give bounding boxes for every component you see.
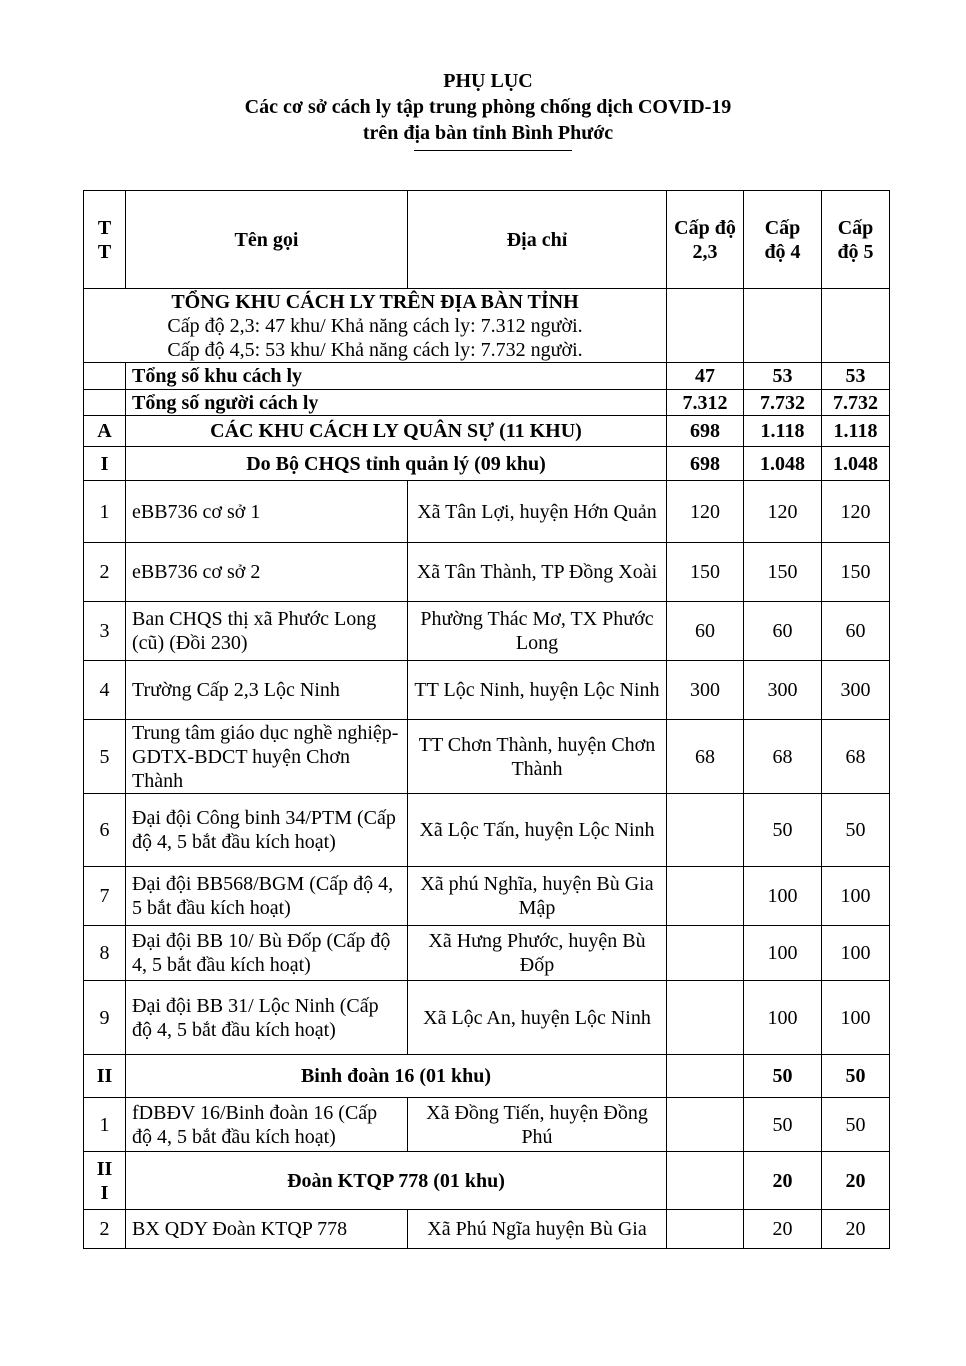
row-l4: 120 [744, 481, 822, 543]
row-l23: 120 [667, 481, 744, 543]
group-tt: I [84, 447, 126, 481]
group-l5: 50 [822, 1055, 890, 1098]
row-l23: 60 [667, 602, 744, 661]
row-l23 [667, 926, 744, 981]
total-label: Tổng số người cách ly [126, 390, 667, 416]
row-l4: 100 [744, 867, 822, 926]
row-address: Xã Phú Ngĩa huyện Bù Gia [408, 1210, 667, 1249]
row-l23 [667, 794, 744, 867]
row-l4: 68 [744, 720, 822, 794]
group-tt: II [84, 1055, 126, 1098]
row-address: Xã Tân Lợi, huyện Hớn Quản [408, 481, 667, 543]
table-row [84, 481, 890, 543]
row-name: eBB736 cơ sở 2 [126, 543, 408, 602]
summary-empty-23 [667, 289, 744, 363]
row-name: Ban CHQS thị xã Phước Long (cũ) (Đồi 230) [126, 602, 408, 661]
row-name: Trung tâm giáo dục nghề nghiệp-GDTX-BDCT huyện Chơn Thành [126, 720, 408, 794]
row-l4: 100 [744, 926, 822, 981]
row-tt: 1 [84, 481, 126, 543]
row-address: Xã Đồng Tiến, huyện Đồng Phú [408, 1098, 667, 1152]
row-l4: 50 [744, 794, 822, 867]
row-tt: 8 [84, 926, 126, 981]
table-row [84, 1210, 890, 1249]
total-l23: 47 [667, 363, 744, 390]
table-header-row [84, 191, 890, 289]
header-tt: T T [84, 191, 126, 289]
summary-empty-5 [822, 289, 890, 363]
row-name: Đại đội BB568/BGM (Cấp độ 4, 5 bắt đầu kích hoạt) [126, 867, 408, 926]
section-label: CÁC KHU CÁCH LY QUÂN SỰ (11 KHU) [126, 416, 667, 447]
document-title [0, 68, 966, 146]
header-level23: Cấp độ 2,3 [667, 191, 744, 289]
total-l23: 7.312 [667, 390, 744, 416]
total-l4: 7.732 [744, 390, 822, 416]
row-l5: 150 [822, 543, 890, 602]
group-row [84, 1152, 890, 1210]
total-tt [84, 390, 126, 416]
total-row [84, 363, 890, 390]
table-row [84, 1098, 890, 1152]
row-l23: 68 [667, 720, 744, 794]
section-a-row [84, 416, 890, 447]
row-l5: 20 [822, 1210, 890, 1249]
section-l4: 1.118 [744, 416, 822, 447]
total-tt [84, 363, 126, 390]
table-row [84, 602, 890, 661]
row-name: Đại đội BB 10/ Bù Đốp (Cấp độ 4, 5 bắt đầu kích hoạt) [126, 926, 408, 981]
summary-line-1: Cấp độ 2,3: 47 khu/ Khả năng cách ly: 7.312 người. [167, 315, 583, 337]
summary-empty-4 [744, 289, 822, 363]
row-address: Xã Tân Thành, TP Đồng Xoài [408, 543, 667, 602]
row-tt: 3 [84, 602, 126, 661]
row-tt: 1 [84, 1098, 126, 1152]
row-address: TT Chơn Thành, huyện Chơn Thành [408, 720, 667, 794]
row-l23 [667, 1210, 744, 1249]
section-l5: 1.118 [822, 416, 890, 447]
group-l23 [667, 1055, 744, 1098]
header-level5: Cấp độ 5 [822, 191, 890, 289]
group-row [84, 1055, 890, 1098]
header-level4: Cấp độ 4 [744, 191, 822, 289]
table-row [84, 981, 890, 1055]
row-tt: 6 [84, 794, 126, 867]
row-l23 [667, 981, 744, 1055]
group-l5: 1.048 [822, 447, 890, 481]
row-l4: 60 [744, 602, 822, 661]
group-l4: 20 [744, 1152, 822, 1210]
row-l5: 68 [822, 720, 890, 794]
header-address: Địa chỉ [408, 191, 667, 289]
summary-row [84, 289, 890, 363]
title-line-2: Các cơ sở cách ly tập trung phòng chống dịch COVID-19 [244, 96, 732, 118]
header-name: Tên gọi [126, 191, 408, 289]
group-l4: 1.048 [744, 447, 822, 481]
row-name: fDBĐV 16/Binh đoàn 16 (Cấp độ 4, 5 bắt đầu kích hoạt) [126, 1098, 408, 1152]
row-l4: 150 [744, 543, 822, 602]
row-l5: 100 [822, 926, 890, 981]
summary-title: TỔNG KHU CÁCH LY TRÊN ĐỊA BÀN TỈNH [171, 291, 579, 313]
row-tt: 7 [84, 867, 126, 926]
total-l4: 53 [744, 363, 822, 390]
summary-cell [84, 289, 667, 363]
summary-line-2: Cấp độ 4,5: 53 khu/ Khả năng cách ly: 7.732 người. [167, 339, 583, 361]
group-tt: II I [84, 1152, 126, 1210]
row-address: Xã Lộc Tấn, huyện Lộc Ninh [408, 794, 667, 867]
title-underline [414, 150, 572, 151]
row-address: Xã Hưng Phước, huyện Bù Đốp [408, 926, 667, 981]
table-row [84, 661, 890, 720]
section-l23: 698 [667, 416, 744, 447]
table-row [84, 867, 890, 926]
row-l5: 100 [822, 867, 890, 926]
row-l23: 300 [667, 661, 744, 720]
table-row [84, 720, 890, 794]
row-tt: 9 [84, 981, 126, 1055]
row-address: TT Lộc Ninh, huyện Lộc Ninh [408, 661, 667, 720]
row-l5: 120 [822, 481, 890, 543]
row-address: Xã phú Nghĩa, huyện Bù Gia Mập [408, 867, 667, 926]
title-line-3: trên địa bàn tỉnh Bình Phước [362, 122, 614, 144]
row-name: Trường Cấp 2,3 Lộc Ninh [126, 661, 408, 720]
row-name: Đại đội Công binh 34/PTM (Cấp độ 4, 5 bắt đầu kích hoạt) [126, 794, 408, 867]
table-row [84, 794, 890, 867]
table-row [84, 926, 890, 981]
row-address: Xã Lộc An, huyện Lộc Ninh [408, 981, 667, 1055]
row-tt: 2 [84, 1210, 126, 1249]
group-l23: 698 [667, 447, 744, 481]
group-label: Đoàn KTQP 778 (01 khu) [126, 1152, 667, 1210]
row-tt: 2 [84, 543, 126, 602]
row-l4: 50 [744, 1098, 822, 1152]
row-l5: 50 [822, 794, 890, 867]
group-label: Binh đoàn 16 (01 khu) [126, 1055, 667, 1098]
group-row [84, 447, 890, 481]
title-line-1: PHỤ LỤC [443, 70, 533, 92]
row-l5: 60 [822, 602, 890, 661]
row-l4: 20 [744, 1210, 822, 1249]
row-l5: 100 [822, 981, 890, 1055]
row-l23 [667, 1098, 744, 1152]
row-l23: 150 [667, 543, 744, 602]
row-l5: 300 [822, 661, 890, 720]
row-tt: 5 [84, 720, 126, 794]
row-l4: 300 [744, 661, 822, 720]
table-row [84, 543, 890, 602]
total-l5: 7.732 [822, 390, 890, 416]
total-label: Tổng số khu cách ly [126, 363, 667, 390]
total-row [84, 390, 890, 416]
group-label: Do Bộ CHQS tỉnh quản lý (09 khu) [126, 447, 667, 481]
group-l5: 20 [822, 1152, 890, 1210]
total-l5: 53 [822, 363, 890, 390]
row-tt: 4 [84, 661, 126, 720]
row-name: Đại đội BB 31/ Lộc Ninh (Cấp độ 4, 5 bắt đầu kích hoạt) [126, 981, 408, 1055]
group-l4: 50 [744, 1055, 822, 1098]
quarantine-table [83, 190, 890, 1249]
row-l23 [667, 867, 744, 926]
row-name: eBB736 cơ sở 1 [126, 481, 408, 543]
row-name: BX QDY Đoàn KTQP 778 [126, 1210, 408, 1249]
group-l23 [667, 1152, 744, 1210]
row-l5: 50 [822, 1098, 890, 1152]
section-tt: A [84, 416, 126, 447]
row-l4: 100 [744, 981, 822, 1055]
row-address: Phường Thác Mơ, TX Phước Long [408, 602, 667, 661]
